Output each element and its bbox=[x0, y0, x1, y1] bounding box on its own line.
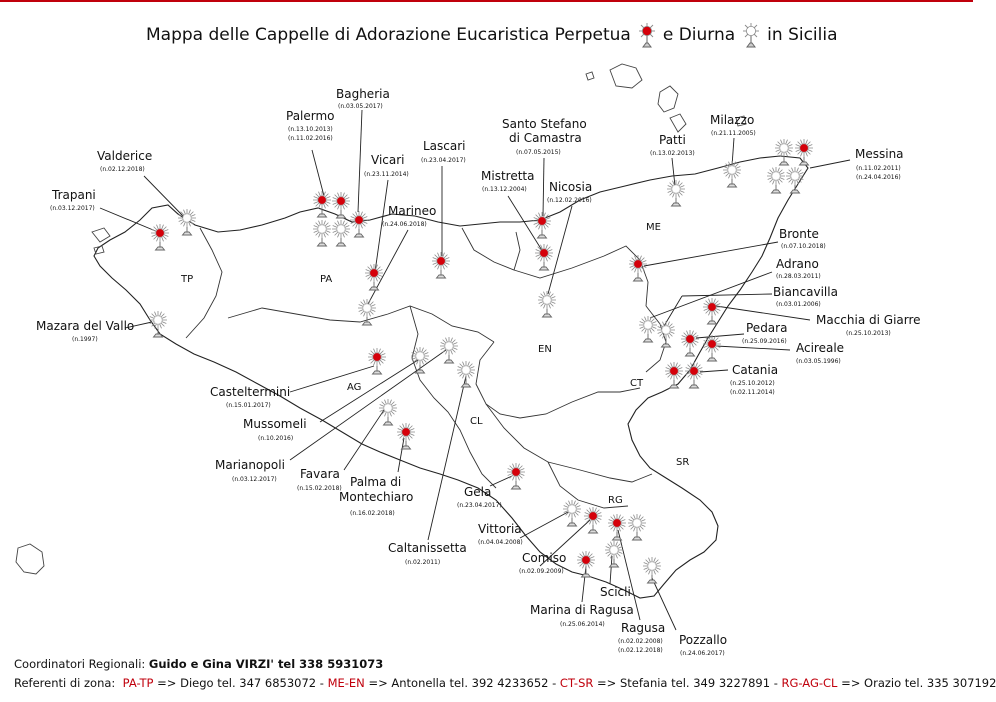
svg-text:Biancavilla: Biancavilla bbox=[773, 285, 838, 299]
svg-text:Casteltermini: Casteltermini bbox=[210, 385, 291, 399]
province-cl: CL bbox=[470, 416, 483, 427]
label-santo-stefano bbox=[502, 117, 587, 156]
biancavilla-grey-monstrance-icon bbox=[657, 321, 675, 347]
svg-text:(n.02.12.2018): (n.02.12.2018) bbox=[100, 166, 145, 173]
svg-text:di Camastra: di Camastra bbox=[509, 131, 582, 145]
label-comiso bbox=[519, 551, 566, 575]
bagheria-red-monstrance-icon bbox=[350, 211, 368, 237]
label-nicosia bbox=[547, 180, 592, 204]
svg-text:(n.10.2016): (n.10.2016) bbox=[258, 435, 294, 442]
label-bronte bbox=[779, 227, 826, 250]
svg-text:Trapani: Trapani bbox=[52, 188, 96, 202]
svg-text:(n.02.02.2008): (n.02.02.2008) bbox=[618, 638, 663, 645]
label-biancavilla bbox=[773, 285, 838, 308]
title-part-diurna: e Diurna bbox=[662, 25, 736, 45]
patti-grey-monstrance-icon bbox=[667, 180, 685, 206]
label-catania bbox=[730, 363, 778, 396]
coordinators-tel: tel 338 5931073 bbox=[277, 657, 384, 671]
svg-text:(n.21.11.2005): (n.21.11.2005) bbox=[711, 130, 756, 137]
svg-text:Mazara del Vallo: Mazara del Vallo bbox=[36, 319, 135, 333]
caltanissetta-grey-monstrance-icon bbox=[457, 361, 475, 387]
svg-text:Palermo: Palermo bbox=[286, 109, 335, 123]
svg-text:Adrano: Adrano bbox=[776, 257, 819, 271]
svg-text:Milazzo: Milazzo bbox=[710, 113, 755, 127]
valderice-grey-monstrance-icon bbox=[178, 209, 196, 235]
label-mistretta bbox=[481, 169, 534, 193]
title-part-sicilia: in Sicilia bbox=[767, 25, 838, 45]
svg-text:(n.03.12.2017): (n.03.12.2017) bbox=[232, 476, 277, 483]
svg-text:Santo Stefano: Santo Stefano bbox=[502, 117, 587, 131]
zone-rg-ag-cl: RG-AG-CL bbox=[781, 676, 838, 690]
favara-grey-monstrance-icon bbox=[379, 399, 397, 425]
label-gela bbox=[457, 485, 502, 509]
pozzallo-grey-monstrance-icon bbox=[643, 557, 661, 583]
comiso-red-monstrance-icon bbox=[584, 507, 602, 533]
svg-text:(n.07.05.2015): (n.07.05.2015) bbox=[516, 149, 561, 156]
svg-text:Pozzallo: Pozzallo bbox=[679, 633, 728, 647]
label-favara bbox=[297, 467, 342, 492]
province-en: EN bbox=[538, 344, 552, 355]
palermo-grey-monstrance-icon bbox=[313, 220, 331, 246]
label-marina-di-ragusa bbox=[530, 603, 634, 628]
svg-text:(n.11.02.2016): (n.11.02.2016) bbox=[288, 135, 333, 142]
svg-text:(n.24.06.2017): (n.24.06.2017) bbox=[680, 650, 725, 657]
svg-text:(n.02.09.2009): (n.02.09.2009) bbox=[519, 568, 564, 575]
label-bagheria bbox=[336, 87, 390, 110]
palermo-grey-monstrance-icon bbox=[332, 220, 350, 246]
svg-text:(n.15.02.2018): (n.15.02.2018) bbox=[297, 485, 342, 492]
messina-grey-monstrance-icon bbox=[767, 167, 785, 193]
svg-text:Valderice: Valderice bbox=[97, 149, 153, 163]
label-mazara bbox=[36, 319, 134, 343]
svg-text:(n.25.09.2016): (n.25.09.2016) bbox=[742, 338, 787, 345]
label-vittoria bbox=[478, 522, 523, 546]
ragusa-grey-monstrance-icon bbox=[628, 514, 646, 540]
palma-red-monstrance-icon bbox=[397, 423, 415, 449]
svg-text:(n.13.02.2013): (n.13.02.2013) bbox=[650, 150, 695, 157]
svg-text:(n.25.10.2013): (n.25.10.2013) bbox=[846, 330, 891, 337]
coordinators-label: Coordinatori Regionali: bbox=[14, 657, 149, 671]
svg-text:Vicari: Vicari bbox=[371, 153, 405, 167]
label-mussomeli bbox=[243, 417, 307, 442]
ragusa-red-monstrance-icon bbox=[608, 514, 626, 540]
palermo-red-monstrance-icon bbox=[313, 191, 331, 217]
marianopoli-grey-monstrance-icon bbox=[440, 337, 458, 363]
svg-text:Favara: Favara bbox=[300, 467, 340, 481]
svg-text:Bronte: Bronte bbox=[779, 227, 819, 241]
svg-text:Caltanissetta: Caltanissetta bbox=[388, 541, 467, 555]
province-pa: PA bbox=[320, 274, 333, 285]
svg-text:Ragusa: Ragusa bbox=[621, 621, 666, 635]
svg-text:(n.07.10.2018): (n.07.10.2018) bbox=[781, 243, 826, 250]
zone-ct-sr: CT-SR bbox=[559, 676, 594, 690]
acireale-red-monstrance-icon bbox=[703, 335, 721, 361]
svg-text:Scicli: Scicli bbox=[600, 585, 631, 599]
svg-text:Montechiaro: Montechiaro bbox=[339, 490, 414, 504]
label-messina bbox=[855, 147, 904, 181]
svg-text:(n.23.04.2017): (n.23.04.2017) bbox=[457, 502, 502, 509]
svg-text:(n.24.04.2016): (n.24.04.2016) bbox=[856, 174, 901, 181]
label-macchia bbox=[816, 313, 921, 337]
svg-text:(n.23.11.2014): (n.23.11.2014) bbox=[364, 171, 409, 178]
mistretta-red-monstrance-icon bbox=[535, 244, 553, 270]
svg-text:Mussomeli: Mussomeli bbox=[243, 417, 307, 431]
label-palermo bbox=[286, 109, 335, 142]
casteltermini-red-monstrance-icon bbox=[368, 348, 386, 374]
svg-text:(n.02.2011): (n.02.2011) bbox=[405, 559, 441, 566]
svg-text:Messina: Messina bbox=[855, 147, 904, 161]
svg-text:(n.16.02.2018): (n.16.02.2018) bbox=[350, 510, 395, 517]
macchia-red-monstrance-icon bbox=[703, 298, 721, 324]
svg-text:(n.25.10.2012): (n.25.10.2012) bbox=[730, 380, 775, 387]
svg-text:(n.04.04.2008): (n.04.04.2008) bbox=[478, 539, 523, 546]
bronte-red-monstrance-icon bbox=[629, 255, 647, 281]
vicari-red-monstrance-icon bbox=[365, 264, 383, 290]
santo-stefano-red-monstrance-icon bbox=[533, 212, 551, 238]
svg-text:(n.03.12.2017): (n.03.12.2017) bbox=[50, 205, 95, 212]
pedara-red-monstrance-icon bbox=[681, 330, 699, 356]
messina-grey-monstrance-icon bbox=[786, 167, 804, 193]
marina-di-ragusa-red-monstrance-icon bbox=[577, 551, 595, 577]
messina-red-monstrance-icon bbox=[795, 139, 813, 165]
label-patti bbox=[650, 133, 695, 157]
svg-text:Comiso: Comiso bbox=[522, 551, 567, 565]
label-scicli bbox=[600, 585, 631, 599]
province-rg: RG bbox=[608, 495, 623, 506]
zone-pa-tp: PA-TP bbox=[122, 676, 154, 690]
catania-red-monstrance-icon bbox=[685, 362, 703, 388]
label-vicari bbox=[364, 153, 409, 178]
scicli-grey-monstrance-icon bbox=[605, 541, 623, 567]
label-pozzallo bbox=[679, 633, 727, 657]
label-trapani bbox=[50, 188, 96, 212]
coordinators-names: Guido e Gina VIRZI' bbox=[148, 657, 278, 671]
svg-text:(n.03.05.1996): (n.03.05.1996) bbox=[796, 358, 841, 365]
svg-text:Mistretta: Mistretta bbox=[481, 169, 535, 183]
label-marianopoli bbox=[215, 458, 285, 483]
svg-text:(n.24.06.2018): (n.24.06.2018) bbox=[382, 221, 427, 228]
svg-text:Patti: Patti bbox=[659, 133, 686, 147]
svg-text:(n.11.02.2011): (n.11.02.2011) bbox=[856, 165, 901, 172]
label-ragusa bbox=[618, 621, 665, 654]
svg-text:Macchia di Giarre: Macchia di Giarre bbox=[816, 313, 921, 327]
sicily-outline bbox=[94, 156, 808, 598]
nicosia-grey-monstrance-icon bbox=[538, 291, 556, 317]
svg-text:Marineo: Marineo bbox=[388, 204, 437, 218]
svg-text:(n.02.11.2014): (n.02.11.2014) bbox=[730, 389, 775, 396]
gela-red-monstrance-icon bbox=[507, 463, 525, 489]
zone-rg-ag-cl-contact: => Orazio tel. 335 307192 bbox=[841, 676, 996, 690]
trapani-red-monstrance-icon bbox=[151, 224, 169, 250]
milazzo-grey-monstrance-icon bbox=[723, 161, 741, 187]
messina-grey-monstrance-icon bbox=[775, 139, 793, 165]
svg-text:Gela: Gela bbox=[464, 485, 492, 499]
adrano-grey-monstrance-icon bbox=[639, 316, 657, 342]
label-pedara bbox=[742, 321, 787, 345]
svg-text:Catania: Catania bbox=[732, 363, 779, 377]
province-sr: SR bbox=[676, 457, 690, 468]
label-acireale bbox=[796, 341, 844, 365]
label-adrano bbox=[776, 257, 821, 280]
label-milazzo bbox=[710, 113, 756, 137]
label-lascari bbox=[421, 139, 466, 164]
svg-text:(n.28.03.2011): (n.28.03.2011) bbox=[776, 273, 821, 280]
zone-me-en: ME-EN bbox=[327, 676, 365, 690]
svg-text:(n.03.05.2017): (n.03.05.2017) bbox=[338, 103, 383, 110]
title-part-perpetua: Mappa delle Cappelle di Adorazione Eucaristica Perpetua bbox=[146, 25, 631, 45]
zone-pa-tp-contact: => Diego tel. 347 6853072 - bbox=[157, 676, 324, 690]
lascari-red-monstrance-icon bbox=[432, 252, 450, 278]
svg-text:(n.13.12.2004): (n.13.12.2004) bbox=[482, 186, 527, 193]
svg-text:Marianopoli: Marianopoli bbox=[215, 458, 285, 472]
svg-text:Vittoria: Vittoria bbox=[478, 522, 522, 536]
label-marineo bbox=[382, 204, 436, 228]
svg-text:Bagheria: Bagheria bbox=[336, 87, 390, 101]
marineo-grey-monstrance-icon bbox=[358, 299, 376, 325]
svg-text:(n.23.04.2017): (n.23.04.2017) bbox=[421, 157, 466, 164]
svg-text:Marina di Ragusa: Marina di Ragusa bbox=[530, 603, 634, 617]
zone-me-en-contact: => Antonella tel. 392 4233652 - bbox=[368, 676, 557, 690]
svg-text:Nicosia: Nicosia bbox=[549, 180, 593, 194]
province-me: ME bbox=[646, 222, 661, 233]
zone-label: Referenti di zona: bbox=[14, 676, 116, 690]
svg-text:(n.15.01.2017): (n.15.01.2017) bbox=[226, 402, 271, 409]
province-ct: CT bbox=[630, 378, 644, 389]
catania-red-monstrance-icon bbox=[665, 362, 683, 388]
svg-text:Palma di: Palma di bbox=[350, 475, 402, 489]
mazara-grey-monstrance-icon bbox=[149, 311, 167, 337]
label-valderice bbox=[97, 149, 152, 173]
svg-text:Pedara: Pedara bbox=[746, 321, 788, 335]
label-caltanissetta bbox=[388, 541, 467, 566]
svg-text:(n.13.10.2013): (n.13.10.2013) bbox=[288, 126, 333, 133]
svg-text:(n.25.06.2014): (n.25.06.2014) bbox=[560, 621, 605, 628]
zone-ct-sr-contact: => Stefania tel. 349 3227891 - bbox=[597, 676, 778, 690]
footer-zone-contacts bbox=[14, 676, 996, 690]
svg-text:(n.02.12.2018): (n.02.12.2018) bbox=[618, 647, 663, 654]
svg-text:Acireale: Acireale bbox=[796, 341, 845, 355]
svg-text:(n.12.02.2016): (n.12.02.2016) bbox=[547, 197, 592, 204]
province-ag: AG bbox=[347, 382, 362, 393]
svg-text:Lascari: Lascari bbox=[423, 139, 466, 153]
province-tp: TP bbox=[181, 274, 194, 285]
svg-text:(n.03.01.2006): (n.03.01.2006) bbox=[776, 301, 821, 308]
footer-coordinators bbox=[14, 657, 383, 671]
label-casteltermini bbox=[210, 385, 290, 409]
label-palma bbox=[339, 475, 413, 517]
svg-text:(n.1997): (n.1997) bbox=[72, 336, 98, 343]
